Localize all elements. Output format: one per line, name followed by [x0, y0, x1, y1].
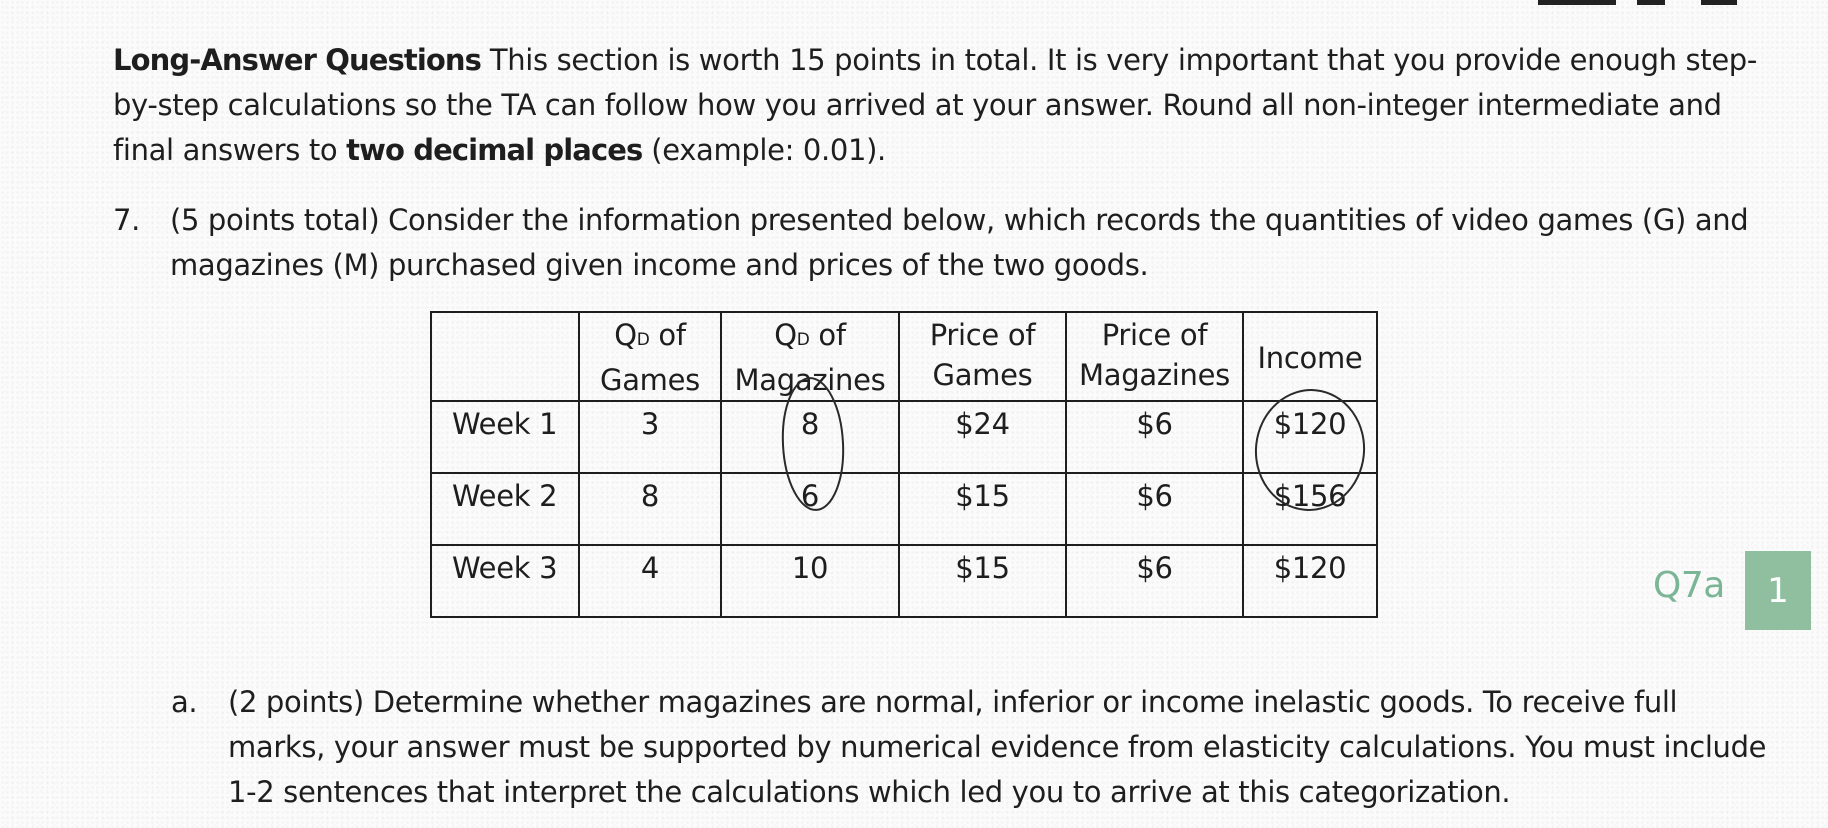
week-label: Week 3 [431, 545, 579, 617]
subquestion-line-3: 1-2 sentences that interpret the calculations which led you to arrive at this categorization. [228, 775, 1511, 809]
table-cell: $156 [1243, 473, 1377, 545]
table-cell: $6 [1066, 473, 1243, 545]
header-line: Magazines [1079, 358, 1230, 392]
header-cell-empty [431, 312, 579, 401]
quantity-demanded-subscript: D [636, 330, 650, 350]
header-line: Price of [1101, 318, 1208, 352]
week-label: Week 2 [431, 473, 579, 545]
table-cell: 6 [721, 473, 899, 545]
grading-score-badge[interactable]: 1 [1745, 551, 1811, 630]
instructions-line-3 [113, 128, 1757, 173]
header-line: QD of [614, 318, 686, 352]
table-row [431, 545, 1377, 617]
question-line-1: (5 points total) Consider the information presented below, which records the quantities of video games (G) and [170, 203, 1749, 237]
table-row [431, 401, 1377, 473]
instructions-line-1 [113, 38, 1757, 83]
table-cell: 8 [579, 473, 721, 545]
instructions-text: This section is worth 15 points in total. It is very important that you provide enough step- [481, 43, 1757, 77]
rounding-emphasis: two decimal places [346, 133, 643, 167]
header-line: Price of [929, 318, 1036, 352]
header-line: Games [600, 363, 700, 397]
table-cell: 8 [721, 401, 899, 473]
table-cell: $6 [1066, 545, 1243, 617]
question-text [170, 198, 1748, 288]
header-line: Magazines [734, 363, 886, 397]
table-cell: $120 [1243, 401, 1377, 473]
table-header-row [431, 312, 1377, 401]
question-number: 7. [113, 203, 140, 237]
header-cell [1243, 312, 1377, 401]
top-edge-mark [1701, 0, 1737, 5]
table-cell: $6 [1066, 401, 1243, 473]
question-line-2: magazines (M) purchased given income and prices of the two goods. [170, 248, 1149, 282]
table-cell: 10 [721, 545, 899, 617]
table-cell: $120 [1243, 545, 1377, 617]
table-cell: 4 [579, 545, 721, 617]
header-cell [899, 312, 1066, 401]
top-edge-mark [1637, 0, 1665, 5]
instructions-paragraph [113, 38, 1757, 173]
header-line: Income [1257, 340, 1363, 375]
quantity-demanded-subscript: D [796, 330, 810, 350]
table-cell: 3 [579, 401, 721, 473]
instructions-text: final answers to [113, 133, 347, 167]
section-title: Long-Answer Questions [113, 43, 482, 77]
table-row [431, 473, 1377, 545]
subquestion-letter: a. [171, 685, 198, 719]
header-cell [579, 312, 721, 401]
subquestion-line-2: marks, your answer must be supported by numerical evidence from elasticity calculations. You must include [228, 730, 1767, 764]
week-label: Week 1 [431, 401, 579, 473]
instructions-text: (example: 0.01). [642, 133, 886, 167]
top-edge-mark [1538, 0, 1616, 5]
purchases-table [430, 311, 1378, 618]
subquestion-line-1: (2 points) Determine whether magazines are normal, inferior or income inelastic goods. To receive full [228, 685, 1678, 719]
header-cell [1066, 312, 1243, 401]
subquestion-text [228, 680, 1766, 815]
header-line: Games [932, 358, 1033, 392]
header-line: QD of [774, 318, 846, 352]
table-cell: $24 [899, 401, 1066, 473]
table-cell: $15 [899, 473, 1066, 545]
grading-question-label: Q7a [1653, 565, 1725, 606]
table-cell: $15 [899, 545, 1066, 617]
instructions-line-2: by-step calculations so the TA can follow how you arrived at your answer. Round all non-integer intermediate and [113, 88, 1722, 122]
header-cell [721, 312, 899, 401]
